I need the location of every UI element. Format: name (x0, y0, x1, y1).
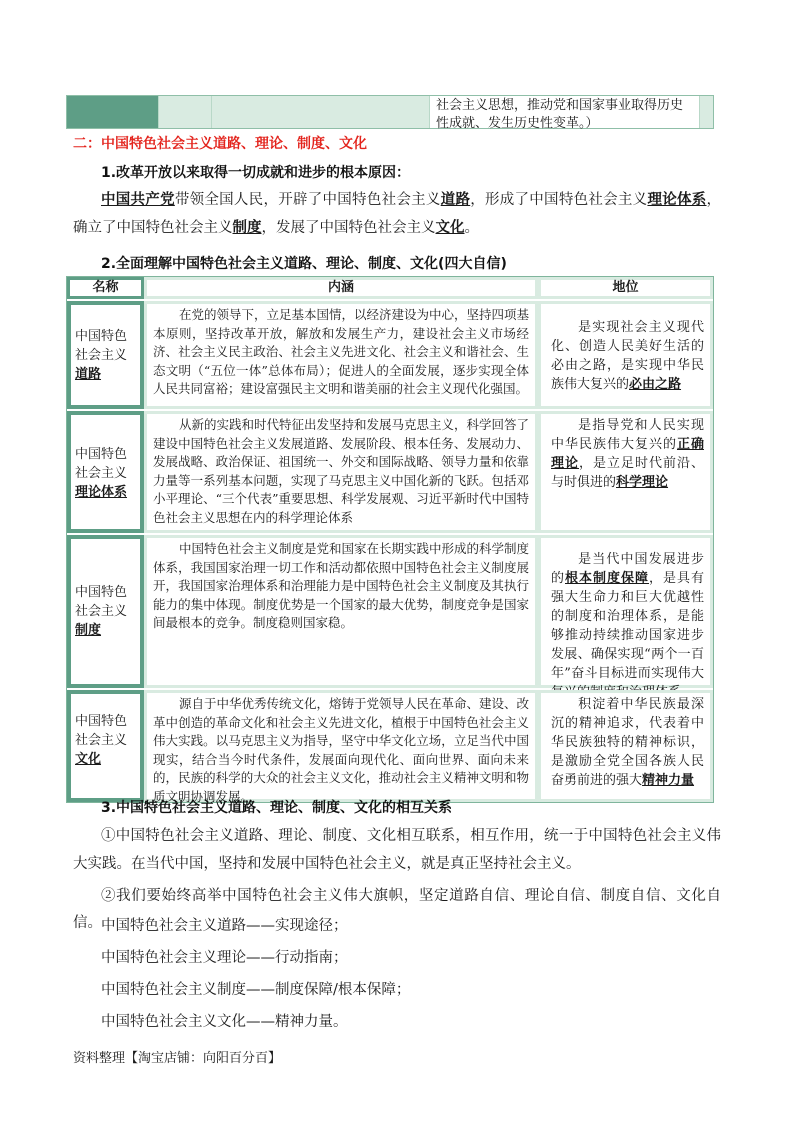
content-text: 源自于中华优秀传统文化，熔铸于党领导人民在革命、建设、改革中创造的革命文化和社会主义先进文化，植根于中国特色社会主义伟大实践。以马克思主义为指导，坚守中华文化立场，立足当代中国现实，结合当今时代条件，发展面向现代化、面向世界、面向未来的，民族的科学的大众的社会主义文化，推动社会主义精神文明和物质文明协调发展。 (153, 696, 530, 804)
status-text: ，是立足时代前沿、与时俱进的 (551, 456, 704, 490)
paragraph-relation-2: ②我们要始终高举中国特色社会主义伟大旗帜，坚定道路自信、理论自信、制度自信、文化自信。 (73, 888, 721, 931)
text-span: 。 (464, 220, 479, 236)
footer-source: 资料整理【淘宝店铺：向阳百分百】 (73, 1051, 282, 1066)
text-span: ，确立了中国特色社会主义 (73, 192, 722, 236)
column-header-name: 名称 (70, 280, 141, 296)
section-title: 二：中国特色社会主义道路、理论、制度、文化 (73, 136, 367, 152)
content-text: 在党的领导下，立足基本国情，以经济建设为中心，坚持四项基本原则，坚持改革开放，解放和发展生产力，建设社会主义市场经济、社会主义民主政治、社会主义先进文化、社会主义和谐社会、生态文明（“五位一体”总体布局）；促进人的全面发展，逐步实现全体人民共同富裕；建设富强民主文明和谐美丽的社会主义现代化强国。 (153, 307, 530, 397)
subheading-3: 3.中国特色社会主义道路、理论、制度、文化的相互关系 (101, 800, 453, 816)
table-cell (159, 96, 212, 128)
status-key: 精神力量 (642, 773, 695, 788)
paragraph-root-cause (73, 186, 721, 242)
table-row-theory (67, 411, 713, 535)
subheading-2: 2.全面理解中国特色社会主义道路、理论、制度、文化(四大自信) (101, 256, 507, 272)
column-header-status: 地位 (541, 280, 710, 296)
content-text: 中国特色社会主义制度是党和国家在长期实践中形成的科学制度体系，我国国家治理一切工作和活动都依照中国特色社会主义制度展开，我国国家治理体系和治理能力是中国特色社会主义制度及其执行能力的集中体现。制度优势是一个国家的最大优势，制度竞争是国家间最根本的竞争。制度稳则国家稳。 (153, 541, 530, 631)
row-content (147, 538, 535, 685)
row-content (147, 693, 535, 804)
table-cell (67, 96, 159, 128)
relation-line: 中国特色社会主义文化——精神力量。 (101, 1014, 348, 1030)
status-text: 是指导党和人民实现中华民族伟大复兴的 (551, 418, 704, 452)
relation-line: 中国特色社会主义理论——行动指南； (101, 950, 348, 966)
row-name-key: 道路 (75, 367, 102, 382)
row-content (147, 304, 535, 406)
row-status (541, 414, 710, 530)
row-name-prefix: 中国特色社会主义 (75, 714, 128, 748)
text-span: ，形成了中国特色社会主义 (470, 192, 648, 208)
top-table-fragment (66, 95, 714, 129)
row-name-key: 文化 (75, 752, 102, 767)
paragraph-relation-1: ①中国特色社会主义道路、理论、制度、文化相互联系，相互作用，统一于中国特色社会主义伟大实践。在当代中国，坚持和发展中国特色社会主义，就是真正坚持社会主义。 (73, 828, 721, 872)
status-text: 是当代中国发展进步的 (551, 552, 704, 586)
table-row-system (67, 535, 713, 690)
row-name-prefix: 中国特色社会主义 (75, 447, 128, 481)
row-name (71, 305, 140, 405)
status-text: 是实现社会主义现代化、创造人民美好生活的必由之路，是实现中华民族伟大复兴的 (551, 320, 704, 392)
key-term: 理论体系 (647, 191, 707, 208)
key-term: 道路 (440, 191, 471, 208)
status-text: ，是具有强大生命力和巨大优越性的制度和治理体系，是能够推动持续推动国家进步发展、确保实现“两个一百年”奋斗目标进而实现伟大 (551, 571, 704, 681)
row-status (541, 693, 710, 799)
table-cell (212, 96, 430, 128)
table-header-row (67, 277, 713, 301)
status-key: 必由之路 (629, 377, 682, 392)
key-term: 中国共产党 (101, 191, 175, 208)
row-name-key: 理论体系 (75, 485, 128, 500)
subheading-1: 1.改革开放以来取得一切成就和进步的根本原因： (101, 165, 411, 181)
status-text: 积淀着中华民族最深沉的精神追求，代表着中华民族独特的精神标识，是激励全党全国各族人民奋勇前进的强大 (551, 697, 704, 788)
row-name (71, 415, 140, 529)
four-confidences-table (66, 276, 714, 803)
table-cell-text: 社会主义思想，推动党和国家事业取得历史性成就、发生历史性变革。） (430, 96, 700, 128)
column-header-content: 内涵 (147, 280, 535, 296)
row-name-key: 制度 (75, 623, 102, 638)
content-text: 从新的实践和时代特征出发坚持和发展马克思主义，科学回答了建设中国特色社会主义发展道路、发展阶段、根本任务、发展动力、发展战略、政治保证、祖国统一、外交和国际战略、领导力量和依靠力量等一系列基本问题，实现了马克思主义中国化新的飞跃。包括邓小平理论、“三个代表”重要思想、科学发展观、习近平新时代中国特色社会主义思想在内的科学理论体系 (153, 417, 530, 525)
status-key: 根本制度保障 (565, 571, 649, 586)
key-term: 文化 (435, 219, 465, 236)
row-name (71, 694, 140, 798)
text-span: 带领全国人民，开辟了中国特色社会主义 (174, 192, 441, 208)
relation-line: 中国特色社会主义道路——实现途径； (101, 918, 348, 934)
status-key: 科学理论 (616, 475, 669, 490)
table-cell (700, 96, 713, 128)
table-row-culture (67, 690, 713, 802)
row-content (147, 414, 535, 530)
row-status (541, 538, 710, 685)
key-term: 制度 (232, 219, 262, 236)
row-name-prefix: 中国特色社会主义 (75, 329, 128, 363)
row-status (541, 304, 710, 406)
text-span: ，发展了中国特色社会主义 (261, 220, 436, 236)
table-row-road (67, 301, 713, 411)
relation-line: 中国特色社会主义制度——制度保障/根本保障； (101, 982, 411, 998)
status-key: 正确理论 (551, 437, 704, 471)
row-name-prefix: 中国特色社会主义 (75, 585, 128, 619)
row-name (71, 539, 140, 684)
